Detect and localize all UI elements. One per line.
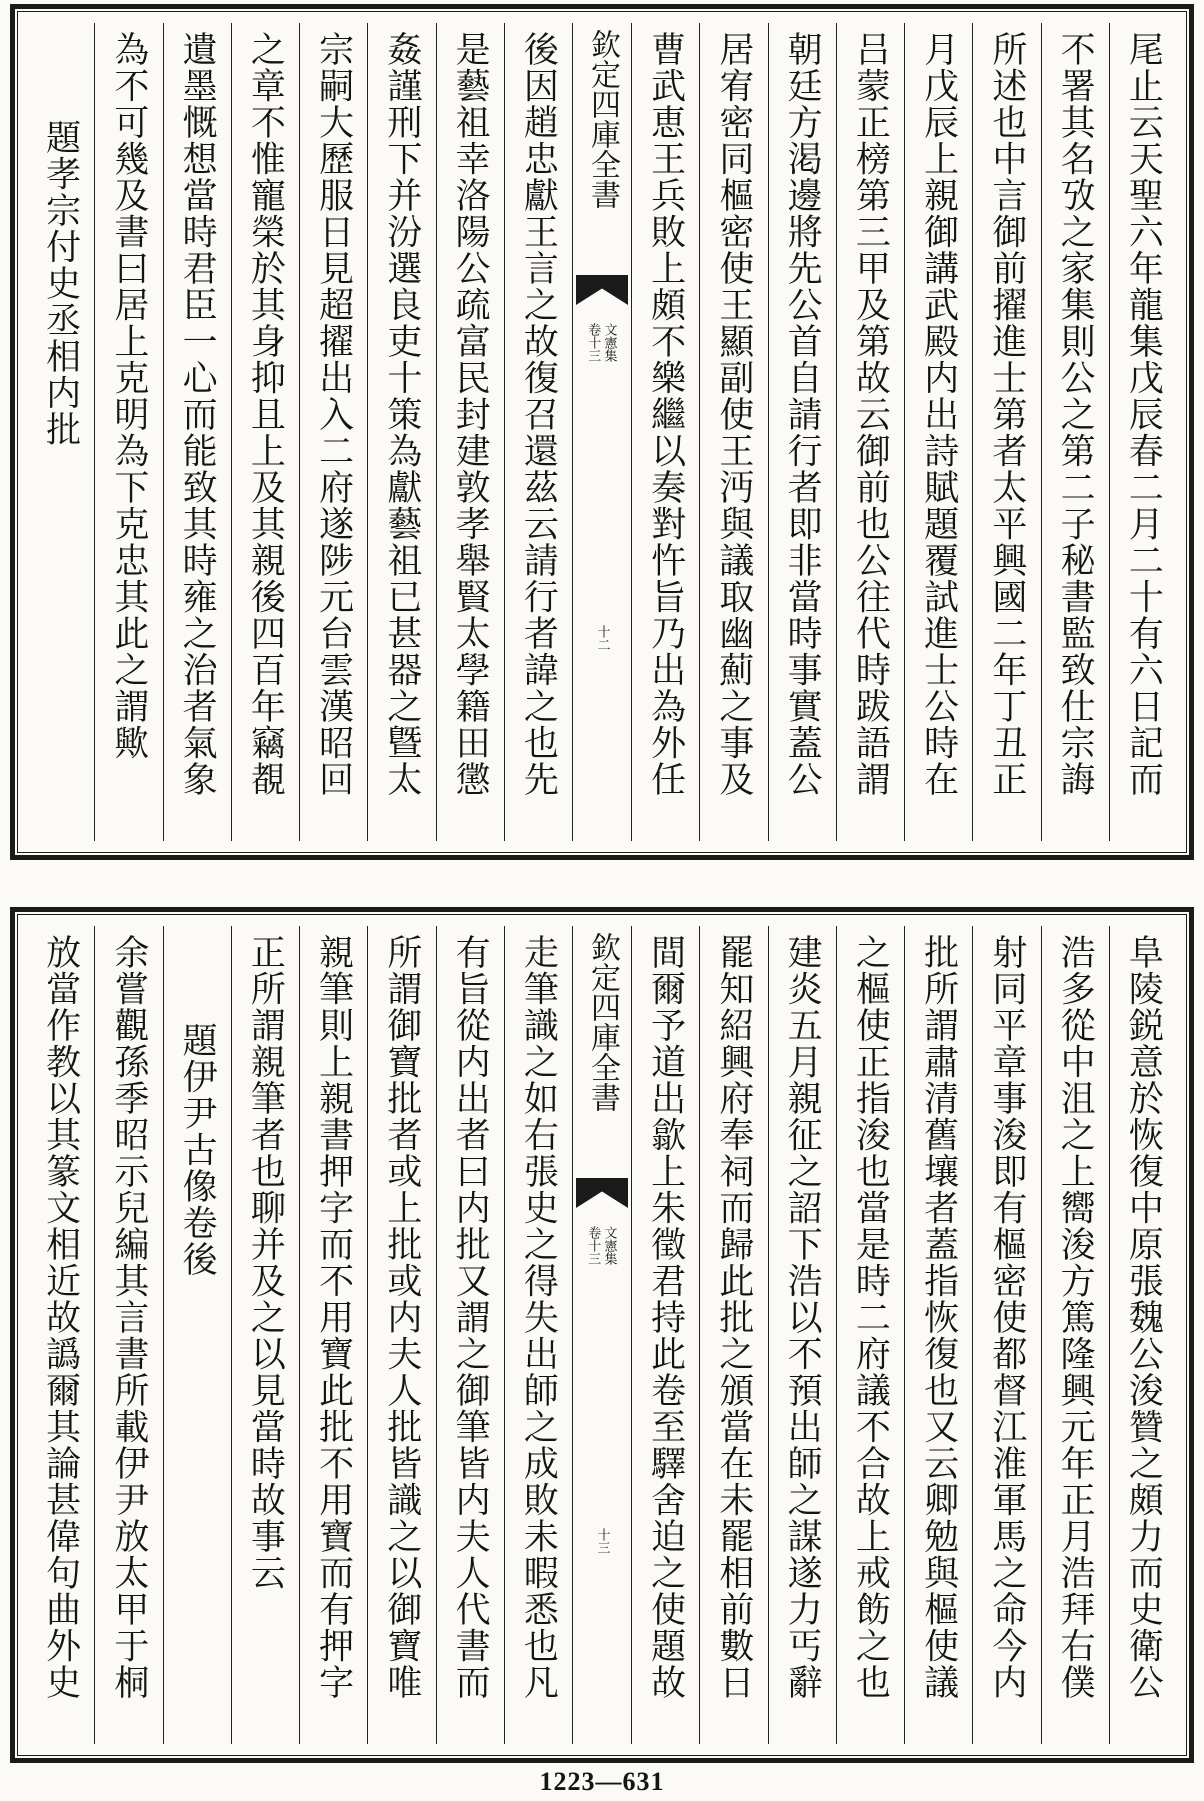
- text-column: [299, 23, 367, 841]
- band-volume: 卷十三: [585, 323, 601, 362]
- column-text: 建炎五月親征之詔下浩以不預出師之謀遂力丐辭: [782, 934, 823, 1701]
- folio-number: 十二: [594, 625, 610, 651]
- text-column: [436, 926, 504, 1744]
- text-column: [27, 23, 94, 841]
- column-text: 不署其名攷之家集則公之第二子秘書監致仕宗誨: [1055, 31, 1096, 798]
- text-column: [768, 926, 836, 1744]
- band-book-title: 文憲集: [601, 1226, 617, 1265]
- column-text: 尾止云天聖六年龍集戊辰春二月二十有六日記而: [1123, 31, 1164, 798]
- column-text: 後因趙忠獻王言之故復召還茲云請行者諱之也先: [518, 31, 559, 798]
- column-text: 余嘗觀孫季昭示兒編其言書所載伊尹放太甲于桐: [108, 934, 149, 1701]
- section-title: 題伊尹古像卷後: [177, 1022, 218, 1278]
- text-column: [631, 23, 699, 841]
- fishtail-mark: [576, 1178, 628, 1208]
- column-text: 朝廷方渇邊將先公首自請行者即非當時事實蓋公: [782, 31, 823, 798]
- column-text: 親筆則上親書押字而不用寶此批不用寶而有押字: [313, 934, 354, 1701]
- section-title: 題孝宗付史丞相内批: [40, 119, 81, 448]
- text-column: [972, 926, 1040, 1744]
- column-text: 所述也中言御前擢進士第者太平興國二年丁丑正: [986, 31, 1027, 798]
- column-text: 為不可幾及書曰居上克明為下克忠其此之謂歟: [108, 31, 149, 761]
- column-text: 姦謹刑下并汾選良吏十策為獻藝祖已甚器之曁太: [381, 31, 422, 798]
- column-text: 罷知紹興府奉祠而歸此批之頒當在未罷相前數日: [713, 934, 754, 1701]
- text-column: [163, 926, 231, 1744]
- folio-number: 十三: [594, 1528, 610, 1554]
- column-text: 浩多從中沮之上嚮浚方篤隆興元年正月浩拜右僕: [1055, 934, 1096, 1701]
- text-column: [94, 23, 162, 841]
- band-book-title: 文憲集: [601, 323, 617, 362]
- text-column: [299, 926, 367, 1744]
- text-column: [1041, 926, 1109, 1744]
- text-column: [1109, 926, 1177, 1744]
- text-column: [367, 926, 435, 1744]
- column-text: 射同平章事浚即有樞密使都督江淮軍馬之命今内: [986, 934, 1027, 1701]
- column-text: 月戊辰上親御講武殿内出詩賦題覆試進士公時在: [918, 31, 959, 798]
- text-column: [836, 926, 904, 1744]
- text-column: [972, 23, 1040, 841]
- column-text: 吕蒙正榜第三甲及第故云御前也公往代時跋語謂: [850, 31, 891, 798]
- bottom-page: [10, 907, 1194, 1763]
- text-column: [904, 926, 972, 1744]
- text-column: [631, 926, 699, 1744]
- text-column: [231, 926, 299, 1744]
- column-text: 所謂御寶批者或上批或内夫人批皆識之以御寶唯: [381, 934, 422, 1701]
- column-text: 正所謂親筆者也聊并及之以見當時故事云: [245, 934, 286, 1591]
- text-column: [699, 926, 767, 1744]
- fishtail-mark: [576, 275, 628, 305]
- column-text: 是藝祖幸洛陽公疏富民封建敦孝舉賢太學籍田懲: [450, 31, 491, 798]
- column-text: 之章不惟寵榮於其身抑且上及其親後四百年竊覩: [245, 31, 286, 798]
- text-column: [768, 23, 836, 841]
- center-band: [572, 926, 631, 1744]
- column-text: 批所謂肅清舊壤者蓋指恢復也又云卿勉與樞使議: [918, 934, 959, 1701]
- text-column: [163, 23, 231, 841]
- text-column: [904, 23, 972, 841]
- page-footer-number: 1223—631: [539, 1767, 665, 1796]
- band-volume: 卷十三: [585, 1226, 601, 1265]
- text-column: [27, 926, 94, 1744]
- column-text: 遺墨慨想當時君臣一心而能致其時雍之治者氣象: [177, 31, 218, 798]
- text-column: [1109, 23, 1177, 841]
- band-title: 欽定四庫全書: [585, 932, 620, 1112]
- column-text: 走筆識之如右張史之得失出師之成敗未暇悉也凡: [518, 934, 559, 1701]
- text-column: [1041, 23, 1109, 841]
- column-text: 間爾予道出歙上朱徵君持此卷至驛舍迫之使題故: [645, 934, 686, 1701]
- band-title: 欽定四庫全書: [585, 29, 620, 209]
- text-column: [231, 23, 299, 841]
- column-text: 之樞使正指浚也當是時二府議不合故上戒飭之也: [850, 934, 891, 1701]
- column-text: 有旨從内出者曰内批又謂之御筆皆内夫人代書而: [450, 934, 491, 1701]
- text-column: [836, 23, 904, 841]
- text-column: [504, 23, 572, 841]
- text-column: [699, 23, 767, 841]
- column-text: 宗嗣大歷服日見超擢出入二府遂陟元台雲漢昭回: [313, 31, 354, 798]
- top-page: [10, 4, 1194, 860]
- column-text: 放當作教以其篆文相近故譌爾其論甚偉句曲外史: [40, 934, 81, 1701]
- column-text: 阜陵鋭意於恢復中原張魏公浚贊之頗力而史衛公: [1123, 934, 1164, 1701]
- text-column: [504, 926, 572, 1744]
- column-text: 居宥密同樞密使王顯副使王沔與議取幽薊之事及: [713, 31, 754, 798]
- center-band: [572, 23, 631, 841]
- column-text: 曹武恵王兵敗上頗不樂繼以奏對忤旨乃出為外任: [645, 31, 686, 798]
- text-column: [94, 926, 162, 1744]
- text-column: [367, 23, 435, 841]
- text-column: [436, 23, 504, 841]
